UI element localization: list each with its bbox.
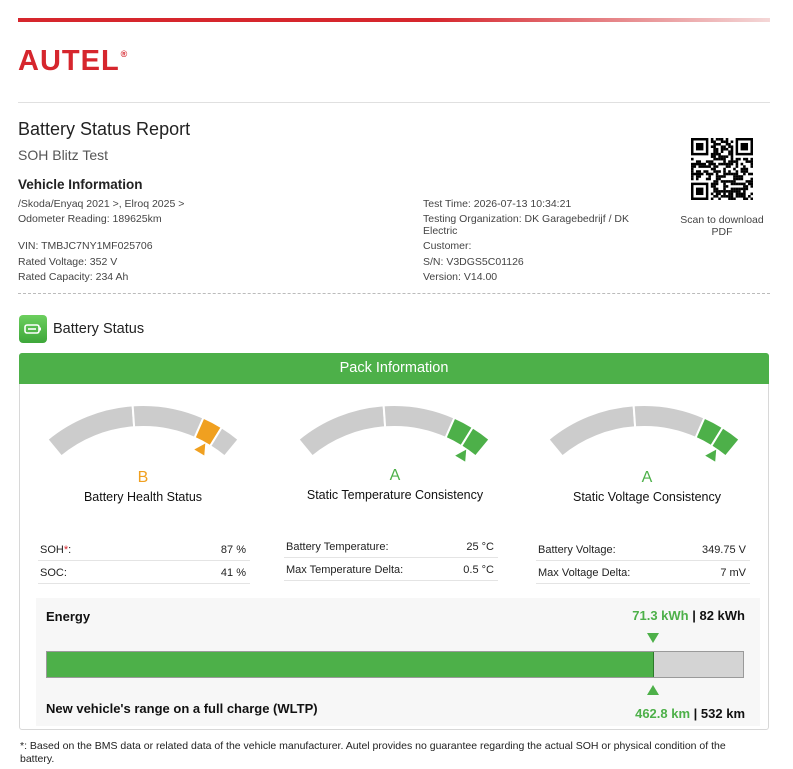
battery-health-grade: B bbox=[137, 469, 149, 486]
test-time: Test Time: 2026-07-13 10:34:21 bbox=[423, 198, 572, 210]
gauge-pointer-icon bbox=[455, 450, 466, 462]
battery-status-title: Battery Status bbox=[53, 321, 145, 337]
gauge-segment bbox=[298, 405, 385, 456]
header-divider bbox=[18, 102, 770, 103]
gauge-pointer-icon bbox=[194, 444, 205, 456]
battery-health-gauge bbox=[36, 400, 251, 475]
voltage-consistency-grade: A bbox=[641, 469, 653, 486]
range-value: 462.8 km | 532 km bbox=[635, 706, 745, 721]
temperature-consistency-label: Static Temperature Consistency bbox=[306, 488, 484, 502]
energy-marker-icon bbox=[647, 633, 659, 643]
section-divider bbox=[18, 293, 770, 294]
gauge-segment bbox=[548, 405, 635, 456]
qr-code[interactable] bbox=[691, 138, 753, 200]
gauge-segment bbox=[47, 405, 134, 456]
rated-capacity: Rated Capacity: 234 Ah bbox=[18, 271, 129, 283]
table-row-max-voltage-delta: Max Voltage Delta: 7 mV bbox=[536, 563, 750, 584]
battery-icon bbox=[19, 315, 47, 343]
gauge-segment bbox=[634, 405, 705, 438]
software-version: Version: V14.00 bbox=[423, 271, 498, 283]
footnote: *: Based on the BMS data or related data of the vehicle manufacturer. Autel provides no guarantee regarding the actual SOH or physical condition of the battery. bbox=[20, 740, 726, 765]
pack-information-header: Pack Information bbox=[19, 353, 769, 384]
customer: Customer: bbox=[423, 240, 472, 252]
odometer-reading: Odometer Reading: 189625km bbox=[18, 213, 162, 225]
rated-voltage: Rated Voltage: 352 V bbox=[18, 256, 118, 268]
vehicle-info-heading: Vehicle Information bbox=[18, 177, 143, 192]
testing-organization-cont: Electric bbox=[423, 225, 458, 237]
energy-value: 71.3 kWh | 82 kWh bbox=[632, 608, 745, 623]
autel-logo: AUTEL® bbox=[18, 45, 129, 77]
report-subtitle: SOH Blitz Test bbox=[18, 147, 108, 163]
table-row-soc: SOC: 41 % bbox=[38, 563, 250, 584]
vin: VIN: TMBJC7NY1MF025706 bbox=[18, 240, 153, 252]
gauge-segment bbox=[384, 405, 455, 438]
energy-bar-fill bbox=[47, 652, 654, 677]
table-row-soh: SOH*: 87 % bbox=[38, 540, 250, 561]
report-title: Battery Status Report bbox=[18, 119, 191, 139]
energy-bar bbox=[46, 651, 744, 678]
table-row-battery-temperature: Battery Temperature: 25 °C bbox=[284, 537, 498, 558]
range-label: New vehicle's range on a full charge (WLTP) bbox=[46, 701, 318, 716]
serial-number: S/N: V3DGS5C01126 bbox=[423, 256, 524, 268]
range-marker-icon bbox=[647, 685, 659, 695]
voltage-consistency-label: Static Voltage Consistency bbox=[573, 490, 721, 504]
vehicle-model: /Skoda/Enyaq 2021 >, Elroq 2025 > bbox=[18, 198, 185, 210]
testing-organization: Testing Organization: DK Garagebedrijf / DK bbox=[423, 213, 630, 225]
temperature-consistency-grade: A bbox=[389, 467, 401, 484]
table-row-max-temperature-delta: Max Temperature Delta: 0.5 °C bbox=[284, 560, 498, 581]
energy-label: Energy bbox=[46, 609, 91, 624]
battery-health-label: Battery Health Status bbox=[83, 490, 203, 504]
qr-caption: Scan to download PDF bbox=[680, 214, 764, 238]
gauge-pointer-icon bbox=[705, 450, 716, 462]
voltage-consistency-gauge bbox=[537, 400, 752, 475]
header-accent-bar bbox=[18, 18, 770, 22]
temperature-consistency-gauge bbox=[287, 400, 502, 475]
table-row-battery-voltage: Battery Voltage: 349.75 V bbox=[536, 540, 750, 561]
gauge-segment bbox=[133, 405, 204, 438]
